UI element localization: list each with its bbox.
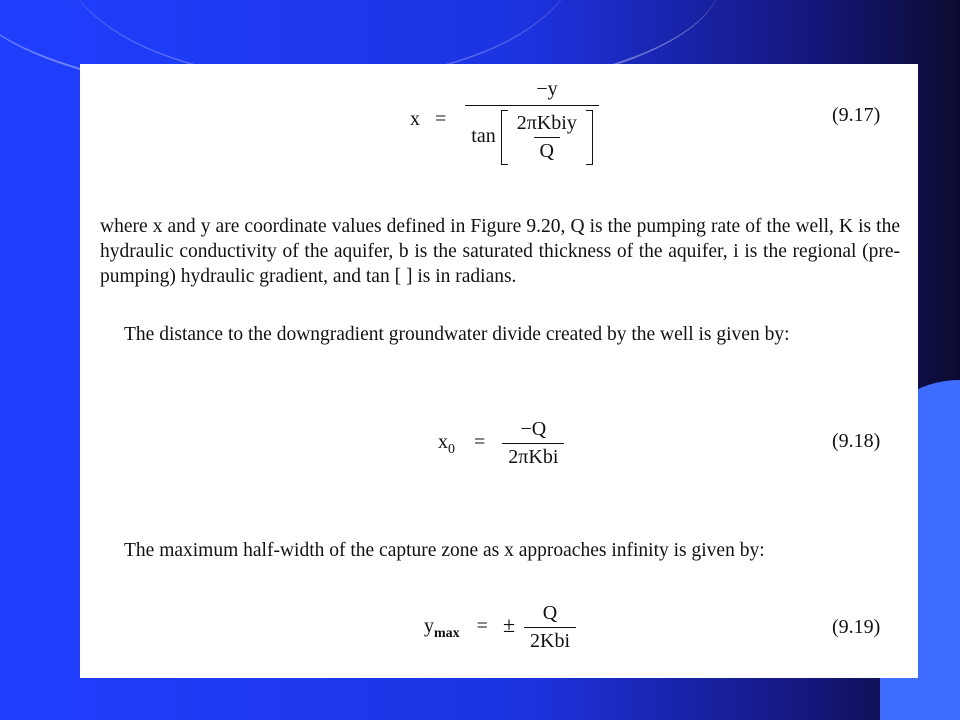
equation-9-17 bbox=[410, 78, 599, 163]
eq-lhs bbox=[438, 431, 455, 458]
eq-fraction bbox=[524, 602, 576, 653]
equation-number: (9.17) bbox=[832, 104, 881, 126]
eq-inner-denominator: Q bbox=[534, 137, 560, 163]
paragraph-capture-zone: The maximum half-width of the capture zone as x approaches infinity is given by: bbox=[124, 540, 765, 561]
eq-lhs: x bbox=[410, 108, 420, 131]
document-page bbox=[80, 64, 918, 678]
eq-denominator bbox=[465, 105, 599, 163]
eq-lhs-base: y bbox=[424, 615, 434, 638]
paragraph-divide-distance: The distance to the downgradient groundwater divide created by the well is given by: bbox=[124, 324, 790, 345]
equation-number: (9.19) bbox=[832, 616, 881, 638]
eq-equals: = bbox=[435, 108, 447, 131]
eq-inner-fraction bbox=[511, 112, 583, 163]
eq-denominator: 2πKbi bbox=[502, 443, 564, 469]
eq-plus-minus: ± bbox=[502, 612, 516, 638]
eq-numerator: −Q bbox=[520, 418, 547, 440]
equation-number: (9.18) bbox=[832, 430, 881, 452]
eq-tan: tan bbox=[471, 125, 496, 148]
eq-numerator: Q bbox=[542, 602, 558, 624]
eq-equals: = bbox=[474, 431, 486, 454]
eq-equals: = bbox=[476, 615, 488, 638]
eq-lhs bbox=[424, 615, 460, 642]
eq-denominator: 2Kbi bbox=[524, 627, 576, 653]
equation-9-19 bbox=[424, 602, 576, 653]
eq-lhs-subscript: 0 bbox=[448, 442, 455, 458]
eq-numerator: −y bbox=[536, 78, 558, 100]
paragraph-definitions: where x and y are coordinate values defined in Figure 9.20, Q is the pumping rate of the well, K is the hydraulic conductivity of the aquifer, b is the saturated thickness of the aquifer, i is the regional (pre-pumping) hydraulic gradient, and tan [ ] is in radians. bbox=[100, 216, 900, 287]
eq-lhs-base: x bbox=[438, 431, 448, 454]
eq-bracket bbox=[501, 112, 593, 163]
equation-9-18 bbox=[438, 418, 564, 469]
eq-fraction bbox=[502, 418, 564, 469]
eq-inner-numerator: 2πKbiy bbox=[516, 112, 577, 134]
eq-lhs-subscript: max bbox=[434, 626, 460, 642]
eq-fraction bbox=[465, 78, 599, 163]
